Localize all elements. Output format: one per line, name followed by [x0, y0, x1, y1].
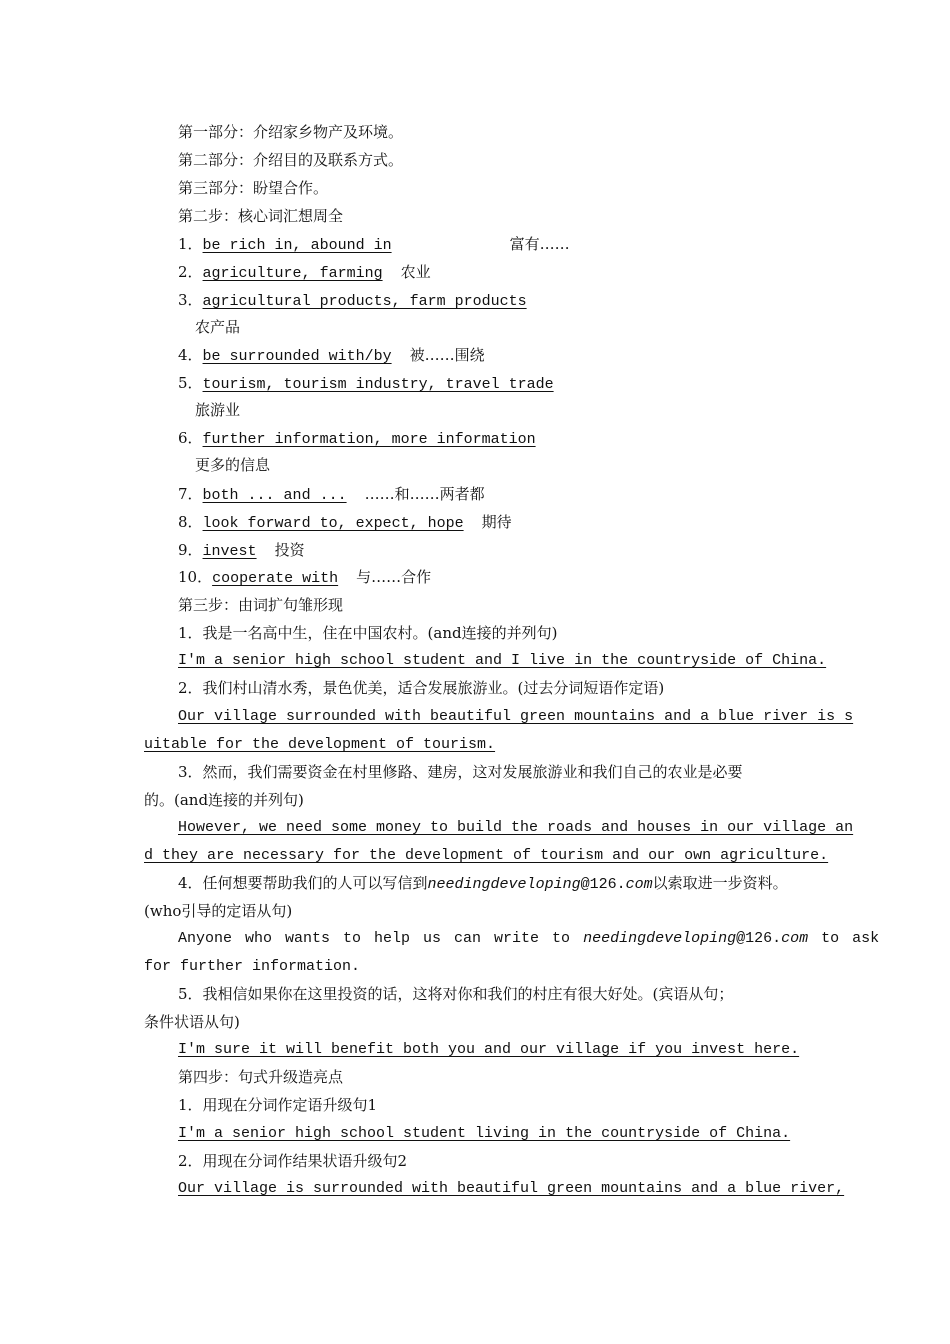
vocab-number: 6．	[178, 429, 203, 447]
vocab-item	[178, 428, 536, 450]
vocab-chinese: 农业	[400, 263, 431, 281]
email-address: needingdeveloping@126.com	[583, 930, 809, 947]
vocab-item	[178, 290, 527, 312]
outline-part1: 第一部分：介绍家乡物产及环境。	[178, 123, 404, 141]
vocab-number: 9．	[178, 541, 203, 559]
step3-s2-english-line1: Our village surrounded with beautiful green mountains and a blue river is s	[178, 708, 854, 725]
step4-s1-chinese: 1．用现在分词作定语升级句1	[178, 1096, 378, 1114]
vocab-number: 1．	[178, 235, 203, 253]
step3-s4-english-line1: Anyone who wants to help us can write to needingdeveloping@126.com to ask	[178, 930, 880, 947]
vocab-item	[178, 262, 431, 284]
vocab-number: 5．	[178, 374, 203, 392]
email-address: needingdeveloping@126.com	[427, 876, 653, 893]
step4-heading: 第四步：句式升级造亮点	[178, 1068, 344, 1086]
vocab-number: 4．	[178, 346, 203, 364]
step3-s3-english-line1: However, we need some money to build the roads and houses in our village an	[178, 819, 854, 836]
vocab-number: 2．	[178, 263, 203, 281]
vocab-chinese: 更多的信息	[195, 456, 271, 474]
step3-s5-chinese-line2: 条件状语从句)	[144, 1013, 240, 1031]
vocab-item	[178, 567, 431, 589]
vocab-english: be surrounded with/by	[202, 348, 392, 365]
vocab-item	[178, 484, 485, 506]
step3-s5-chinese-line1: 5．我相信如果你在这里投资的话，这将对你和我们的村庄有很大好处。(宾语从句；	[178, 985, 734, 1003]
vocab-chinese: 被……围绕	[409, 346, 485, 364]
step3-s3-chinese-line1: 3．然而，我们需要资金在村里修路、建房，这对发展旅游业和我们自己的农业是必要	[178, 763, 743, 781]
vocab-chinese: 与……合作	[356, 568, 432, 586]
step3-s4-chinese-line1: 4．任何想要帮助我们的人可以写信到needingdeveloping@126.com以索取进一步资料。	[178, 874, 788, 893]
vocab-chinese: 农产品	[195, 318, 241, 336]
outline-part2: 第二部分：介绍目的及联系方式。	[178, 151, 404, 169]
vocab-english: be rich in, abound in	[202, 237, 392, 254]
step3-s4-english-line2: for further information.	[144, 958, 361, 975]
step3-s5-english: I'm sure it will benefit both you and our village if you invest here.	[178, 1041, 800, 1058]
vocab-number: 7．	[178, 485, 203, 503]
vocab-chinese: 富有……	[509, 235, 570, 253]
vocab-chinese: 旅游业	[195, 401, 241, 419]
vocab-chinese: 投资	[274, 541, 305, 559]
step3-s3-english-line2: d they are necessary for the development of tourism and our own agriculture.	[144, 847, 829, 864]
step3-s4-chinese-line2: (who引导的定语从句)	[144, 902, 293, 920]
step4-s2-chinese: 2．用现在分词作结果状语升级句2	[178, 1152, 408, 1170]
step3-s1-english: I'm a senior high school student and I live in the countryside of China.	[178, 652, 827, 669]
vocab-english: cooperate with	[212, 570, 339, 587]
step3-heading: 第三步：由词扩句雏形现	[178, 596, 344, 614]
step3-s1-chinese: 1．我是一名高中生，住在中国农村。(and连接的并列句)	[178, 624, 558, 642]
vocab-item	[178, 540, 305, 562]
vocab-english: both ... and ...	[202, 487, 347, 504]
step4-s2-english: Our village is surrounded with beautiful green mountains and a blue river,	[178, 1180, 845, 1197]
vocab-number: 8．	[178, 513, 203, 531]
vocab-chinese: 期待	[481, 513, 512, 531]
vocab-english: agricultural products, farm products	[202, 293, 527, 310]
vocab-english: invest	[202, 543, 257, 560]
vocab-item	[178, 345, 485, 367]
step4-s1-english: I'm a senior high school student living in the countryside of China.	[178, 1125, 791, 1142]
vocab-item	[178, 234, 570, 256]
vocab-number: 3．	[178, 291, 203, 309]
vocab-item	[178, 512, 512, 534]
vocab-english: agriculture, farming	[202, 265, 383, 282]
vocab-english: look forward to, expect, hope	[202, 515, 464, 532]
vocab-number: 10．	[178, 568, 213, 586]
vocab-english: tourism, tourism industry, travel trade	[202, 376, 554, 393]
vocab-item	[178, 373, 554, 395]
step2-heading: 第二步：核心词汇想周全	[178, 207, 344, 225]
outline-part3: 第三部分：盼望合作。	[178, 179, 329, 197]
step3-s2-english-line2: uitable for the development of tourism.	[144, 736, 496, 753]
vocab-chinese: ……和……两者都	[364, 485, 485, 503]
vocab-english: further information, more information	[202, 431, 536, 448]
step3-s3-chinese-line2: 的。(and连接的并列句)	[144, 791, 304, 809]
step3-s2-chinese: 2．我们村山清水秀，景色优美，适合发展旅游业。(过去分词短语作定语)	[178, 679, 665, 697]
